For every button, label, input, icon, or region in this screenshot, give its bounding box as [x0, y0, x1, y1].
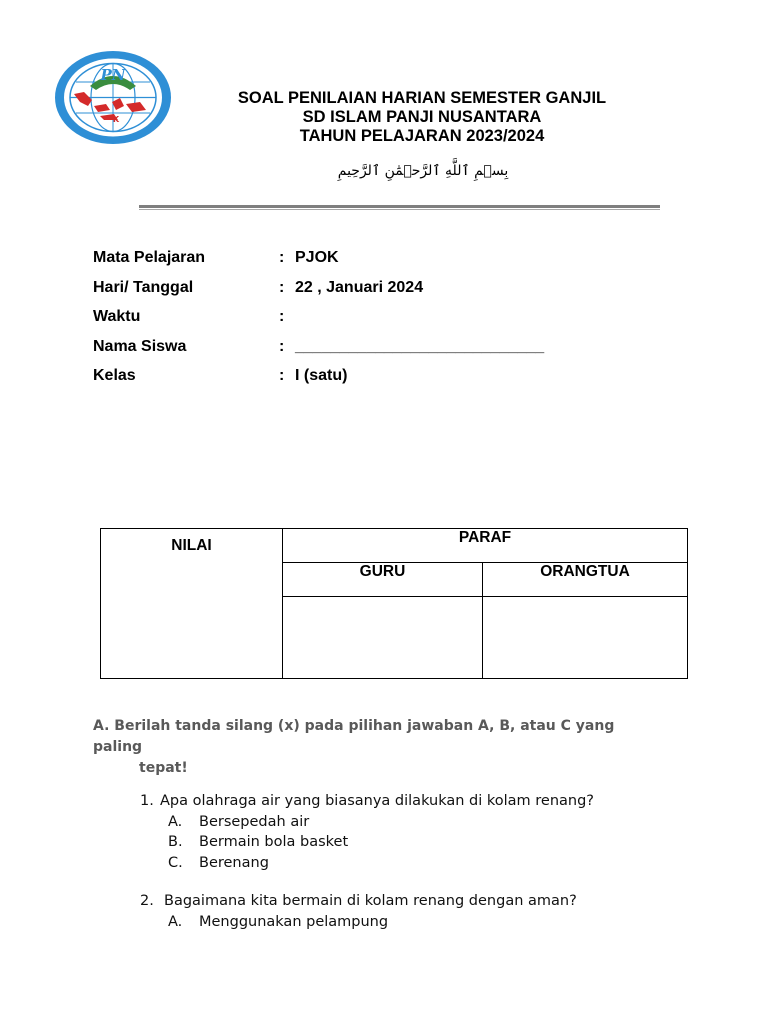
option-letter: A.	[168, 914, 183, 930]
question-number: 2.	[140, 893, 154, 909]
orangtua-header: ORANGTUA	[540, 563, 630, 580]
header-title-line-3: TAHUN PELAJARAN 2023/2024	[299, 127, 545, 145]
question-text: Apa olahraga air yang biasanya dilakukan di kolam renang?	[160, 793, 595, 809]
guru-header: GURU	[359, 563, 406, 580]
header-title-line-1: SOAL PENILAIAN HARIAN SEMESTER GANJIL	[237, 89, 607, 107]
option-text: Bermain bola basket	[199, 834, 349, 850]
instruction-line-1: A. Berilah tanda silang (x) pada pilihan jawaban A, B, atau C yang paling	[93, 718, 615, 755]
question-text: Bagaimana kita bermain di kolam renang dengan aman?	[164, 893, 577, 909]
question-2	[140, 891, 660, 911]
logo-text: PN	[100, 66, 126, 84]
field-value-student-name[interactable]: ____________________________	[295, 338, 545, 355]
field-value-date: 22 , Januari 2024	[295, 279, 424, 296]
field-colon: :	[279, 279, 285, 296]
score-table	[100, 528, 688, 679]
option-text: Bersepedah air	[199, 814, 310, 830]
header-divider-thin	[139, 209, 660, 210]
option-letter: A.	[168, 814, 183, 830]
field-colon: :	[279, 338, 285, 355]
school-logo	[54, 50, 172, 145]
paraf-header: PARAF	[458, 529, 512, 546]
option-text: Menggunakan pelampung	[199, 914, 389, 930]
section-a-instruction	[93, 716, 653, 779]
orangtua-signature-cell[interactable]	[482, 596, 688, 679]
field-label-class: Kelas	[93, 367, 136, 384]
option-letter: B.	[168, 834, 183, 850]
option-text: Berenang	[199, 855, 269, 871]
field-label-student-name: Nama Siswa	[93, 338, 187, 355]
nilai-header: NILAI	[171, 537, 212, 554]
question-number: 1.	[140, 793, 154, 809]
field-label-date: Hari/ Tanggal	[93, 279, 194, 296]
question-1-option-c[interactable]	[168, 853, 468, 873]
question-1	[140, 791, 660, 811]
field-value-subject: PJOK	[295, 249, 339, 266]
question-2-option-a[interactable]	[168, 912, 468, 932]
instruction-line-2: tepat!	[139, 760, 188, 776]
field-label-subject: Mata Pelajaran	[93, 249, 206, 266]
header-divider	[139, 205, 660, 208]
header-title-line-2: SD ISLAM PANJI NUSANTARA	[302, 108, 542, 126]
option-letter: C.	[168, 855, 183, 871]
question-1-option-a[interactable]	[168, 812, 468, 832]
question-1-option-b[interactable]	[168, 832, 468, 852]
field-colon: :	[279, 367, 285, 384]
field-colon: :	[279, 308, 285, 325]
bismillah: بِسۡمِ ٱللَّهِ ٱلرَّحۡمَٰنِ ٱلرَّحِيمِ	[337, 163, 509, 179]
field-label-time: Waktu	[93, 308, 141, 325]
guru-signature-cell[interactable]	[282, 596, 483, 679]
field-colon: :	[279, 249, 285, 266]
logo-letter: K	[112, 115, 120, 124]
field-value-class: I (satu)	[295, 367, 348, 384]
